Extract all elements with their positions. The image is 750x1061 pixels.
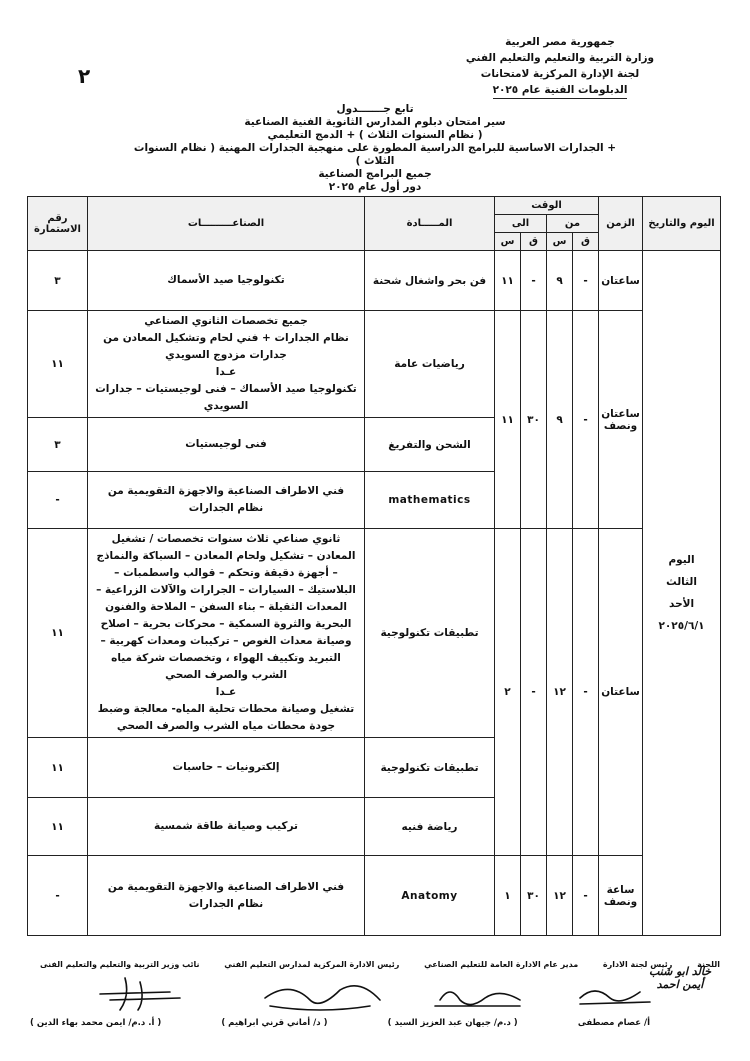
industries-cell: تركيب وصيانة طاقة شمسية (88, 798, 365, 856)
central-head-signature (265, 986, 380, 1010)
gm-signature (435, 992, 520, 1006)
central-head-name: ( د/ أماني قرني ابراهيم ) (221, 1018, 328, 1028)
day-ordinal: الثالث (666, 576, 697, 588)
to-q-cell: ٣٠ (521, 856, 547, 936)
header-line-6: دور أول عام ٢٠٢٥ (328, 181, 422, 193)
header-from: من (547, 215, 599, 233)
from-s-cell: ١٢ (547, 856, 573, 936)
form-number-cell: ٣ (28, 418, 88, 472)
from-s-cell: ١٢ (547, 529, 573, 856)
to-q-cell: - (521, 251, 547, 311)
form-number-cell: ١١ (28, 311, 88, 418)
form-number-cell: ١١ (28, 529, 88, 738)
country-name: جمهورية مصر العربية (505, 36, 615, 48)
header-from-q: ق (573, 233, 599, 251)
form-number-cell: - (28, 472, 88, 529)
general-manager-title: مدير عام الادارة العامة للتعليم الصناعي (424, 960, 579, 969)
header-to-s: س (495, 233, 521, 251)
to-s-cell: ٢ (495, 529, 521, 856)
day-name: الأحد (669, 598, 695, 610)
header-day-date: اليوم والتاريخ (643, 197, 721, 251)
exam-date: ٢٠٢٥/٦/١ (658, 620, 705, 632)
handwritten-signatures (40, 970, 720, 1018)
industries-cell: فنى لوجيستيات (88, 418, 365, 472)
subject-cell: تطبيقات تكنولوجية (365, 738, 495, 798)
to-q-cell: - (521, 529, 547, 856)
exam-schedule-table (27, 196, 721, 936)
general-manager-name: ( د.م/ جيهان عبد العزيز السيد ) (387, 1018, 518, 1028)
document-header (120, 103, 630, 194)
from-s-cell: ٩ (547, 251, 573, 311)
header-line-5: جميع البرامج الصناعية (318, 168, 432, 180)
form-number-cell: ٣ (28, 251, 88, 311)
table-row (28, 251, 721, 311)
diploma-year: الدبلومات الفنية عام ٢٠٢٥ (493, 82, 628, 99)
to-s-cell: ١١ (495, 311, 521, 529)
deputy-minister-title: نائب وزير التربية والتعليم والتعليم الفنى (40, 960, 200, 969)
subject-cell: فن بحر واشغال شحنة (365, 251, 495, 311)
subject-cell: تطبيقات تكنولوجية (365, 529, 495, 738)
table-row (28, 529, 721, 738)
subject-cell: Anatomy (365, 856, 495, 936)
subject-cell: رياضة فنيه (365, 798, 495, 856)
day-cell (643, 251, 721, 936)
header-line-2: سير امتحان دبلوم المدارس الثانوية الفنية الصناعية (244, 116, 506, 128)
committee-name: لجنة الإدارة المركزية لامتحانات (480, 68, 640, 80)
header-line-1: تابع جـــــــدول (336, 103, 414, 115)
committee-head-name: أ/ عصام مصطفى (577, 1018, 650, 1028)
deputy-signature (100, 978, 180, 1010)
form-number-cell: - (28, 856, 88, 936)
committee-names: خالد ابو شنب أيمن احمد (648, 965, 712, 991)
committee-head-title: رئيس لجنة الادارة (602, 960, 673, 969)
subject-cell: الشحن والتفريغ (365, 418, 495, 472)
header-from-s: س (547, 233, 573, 251)
to-s-cell: ١ (495, 856, 521, 936)
header-subject: المـــــادة (365, 197, 495, 251)
table-row (28, 856, 721, 936)
to-q-cell: ٣٠ (521, 311, 547, 529)
duration-cell: ساعتان (599, 529, 643, 856)
industries-cell: ثانوي صناعي ثلاث سنوات تخصصات / تشغيل المعادن – تشكيل ولحام المعادن – السباكة والنماذج – أجهزة دقيقة وتحكم – قوالب واسطمبات – البلاستيك – السيارات – الجرارات والآلات الزراعية – المعدات الثقيلة – بناء السفن – الملاحة والفنون البحرية والثروة السمكية – محركات بحرية – اصلاح وصيانة معدات الغوص – تركيبات ومعدات كهربية – التبريد وتكييف الهواء ، وتخصصات شركة مياه الشرب والصرف الصحي عـدا تشغيل وصيانة محطات تحلية المياه- معالجة وضبط جودة محطات مياه الشرب والصرف الصحي (88, 529, 365, 738)
table-row (28, 311, 721, 418)
ministry-name: وزارة التربية والتعليم والتعليم الفني (465, 52, 655, 64)
industries-cell: فني الاطراف الصناعية والاجهزة التقويمية من نظام الجدارات (88, 472, 365, 529)
duration-cell: ساعة ونصف (599, 856, 643, 936)
header-line-4: + الجدارات الاساسية للبرامج الدراسية المطورة على منهجية الجدارات المهنية ( نظام السنوات الثلاث ) (133, 142, 617, 167)
signature-names (30, 1018, 720, 1028)
committee-title: اللجنة (697, 960, 720, 969)
duration-cell: ساعتان (599, 251, 643, 311)
header-to-q: ق (521, 233, 547, 251)
from-q-cell: - (573, 856, 599, 936)
industries-cell: تكنولوجيا صيد الأسماك (88, 251, 365, 311)
form-number-cell: ١١ (28, 738, 88, 798)
subject-cell: mathematics (365, 472, 495, 529)
header-to: الى (495, 215, 547, 233)
day-label: اليوم (668, 554, 695, 566)
to-s-cell: ١١ (495, 251, 521, 311)
header-form-number: رقم الاستمارة (28, 197, 88, 251)
from-q-cell: - (573, 529, 599, 856)
signature-titles (40, 960, 720, 969)
from-q-cell: - (573, 251, 599, 311)
deputy-minister-name: ( أ. د.م/ ايمن محمد بهاء الدين ) (30, 1018, 162, 1028)
industries-cell: إلكترونيات – حاسبات (88, 738, 365, 798)
industries-cell: فني الاطراف الصناعية والاجهزة التقويمية من نظام الجدارات (88, 856, 365, 936)
header-time: الوقت (495, 197, 599, 215)
ministry-block (460, 34, 660, 99)
industries-cell: جميع تخصصات الثانوي الصناعي نظام الجدارات + فني لحام وتشكيل المعادن من جدارات مزدوج السويدي عـدا تكنولوجيا صيد الأسماك – فنى لوجيستيات – جدارات السويدي (88, 311, 365, 418)
committee-head-signature (580, 991, 650, 1004)
duration-cell: ساعتان ونصف (599, 311, 643, 529)
page-number: ٢ (78, 64, 91, 88)
header-industries: الصناعـــــــــات (88, 197, 365, 251)
from-q-cell: - (573, 311, 599, 529)
header-duration: الزمن (599, 197, 643, 251)
subject-cell: رياضيات عامة (365, 311, 495, 418)
from-s-cell: ٩ (547, 311, 573, 529)
central-head-title: رئيس الادارة المركزية لمدارس التعليم الفني (224, 960, 400, 969)
form-number-cell: ١١ (28, 798, 88, 856)
header-line-3: ( نظام السنوات الثلاث ) + الدمج التعليمي (267, 129, 483, 141)
